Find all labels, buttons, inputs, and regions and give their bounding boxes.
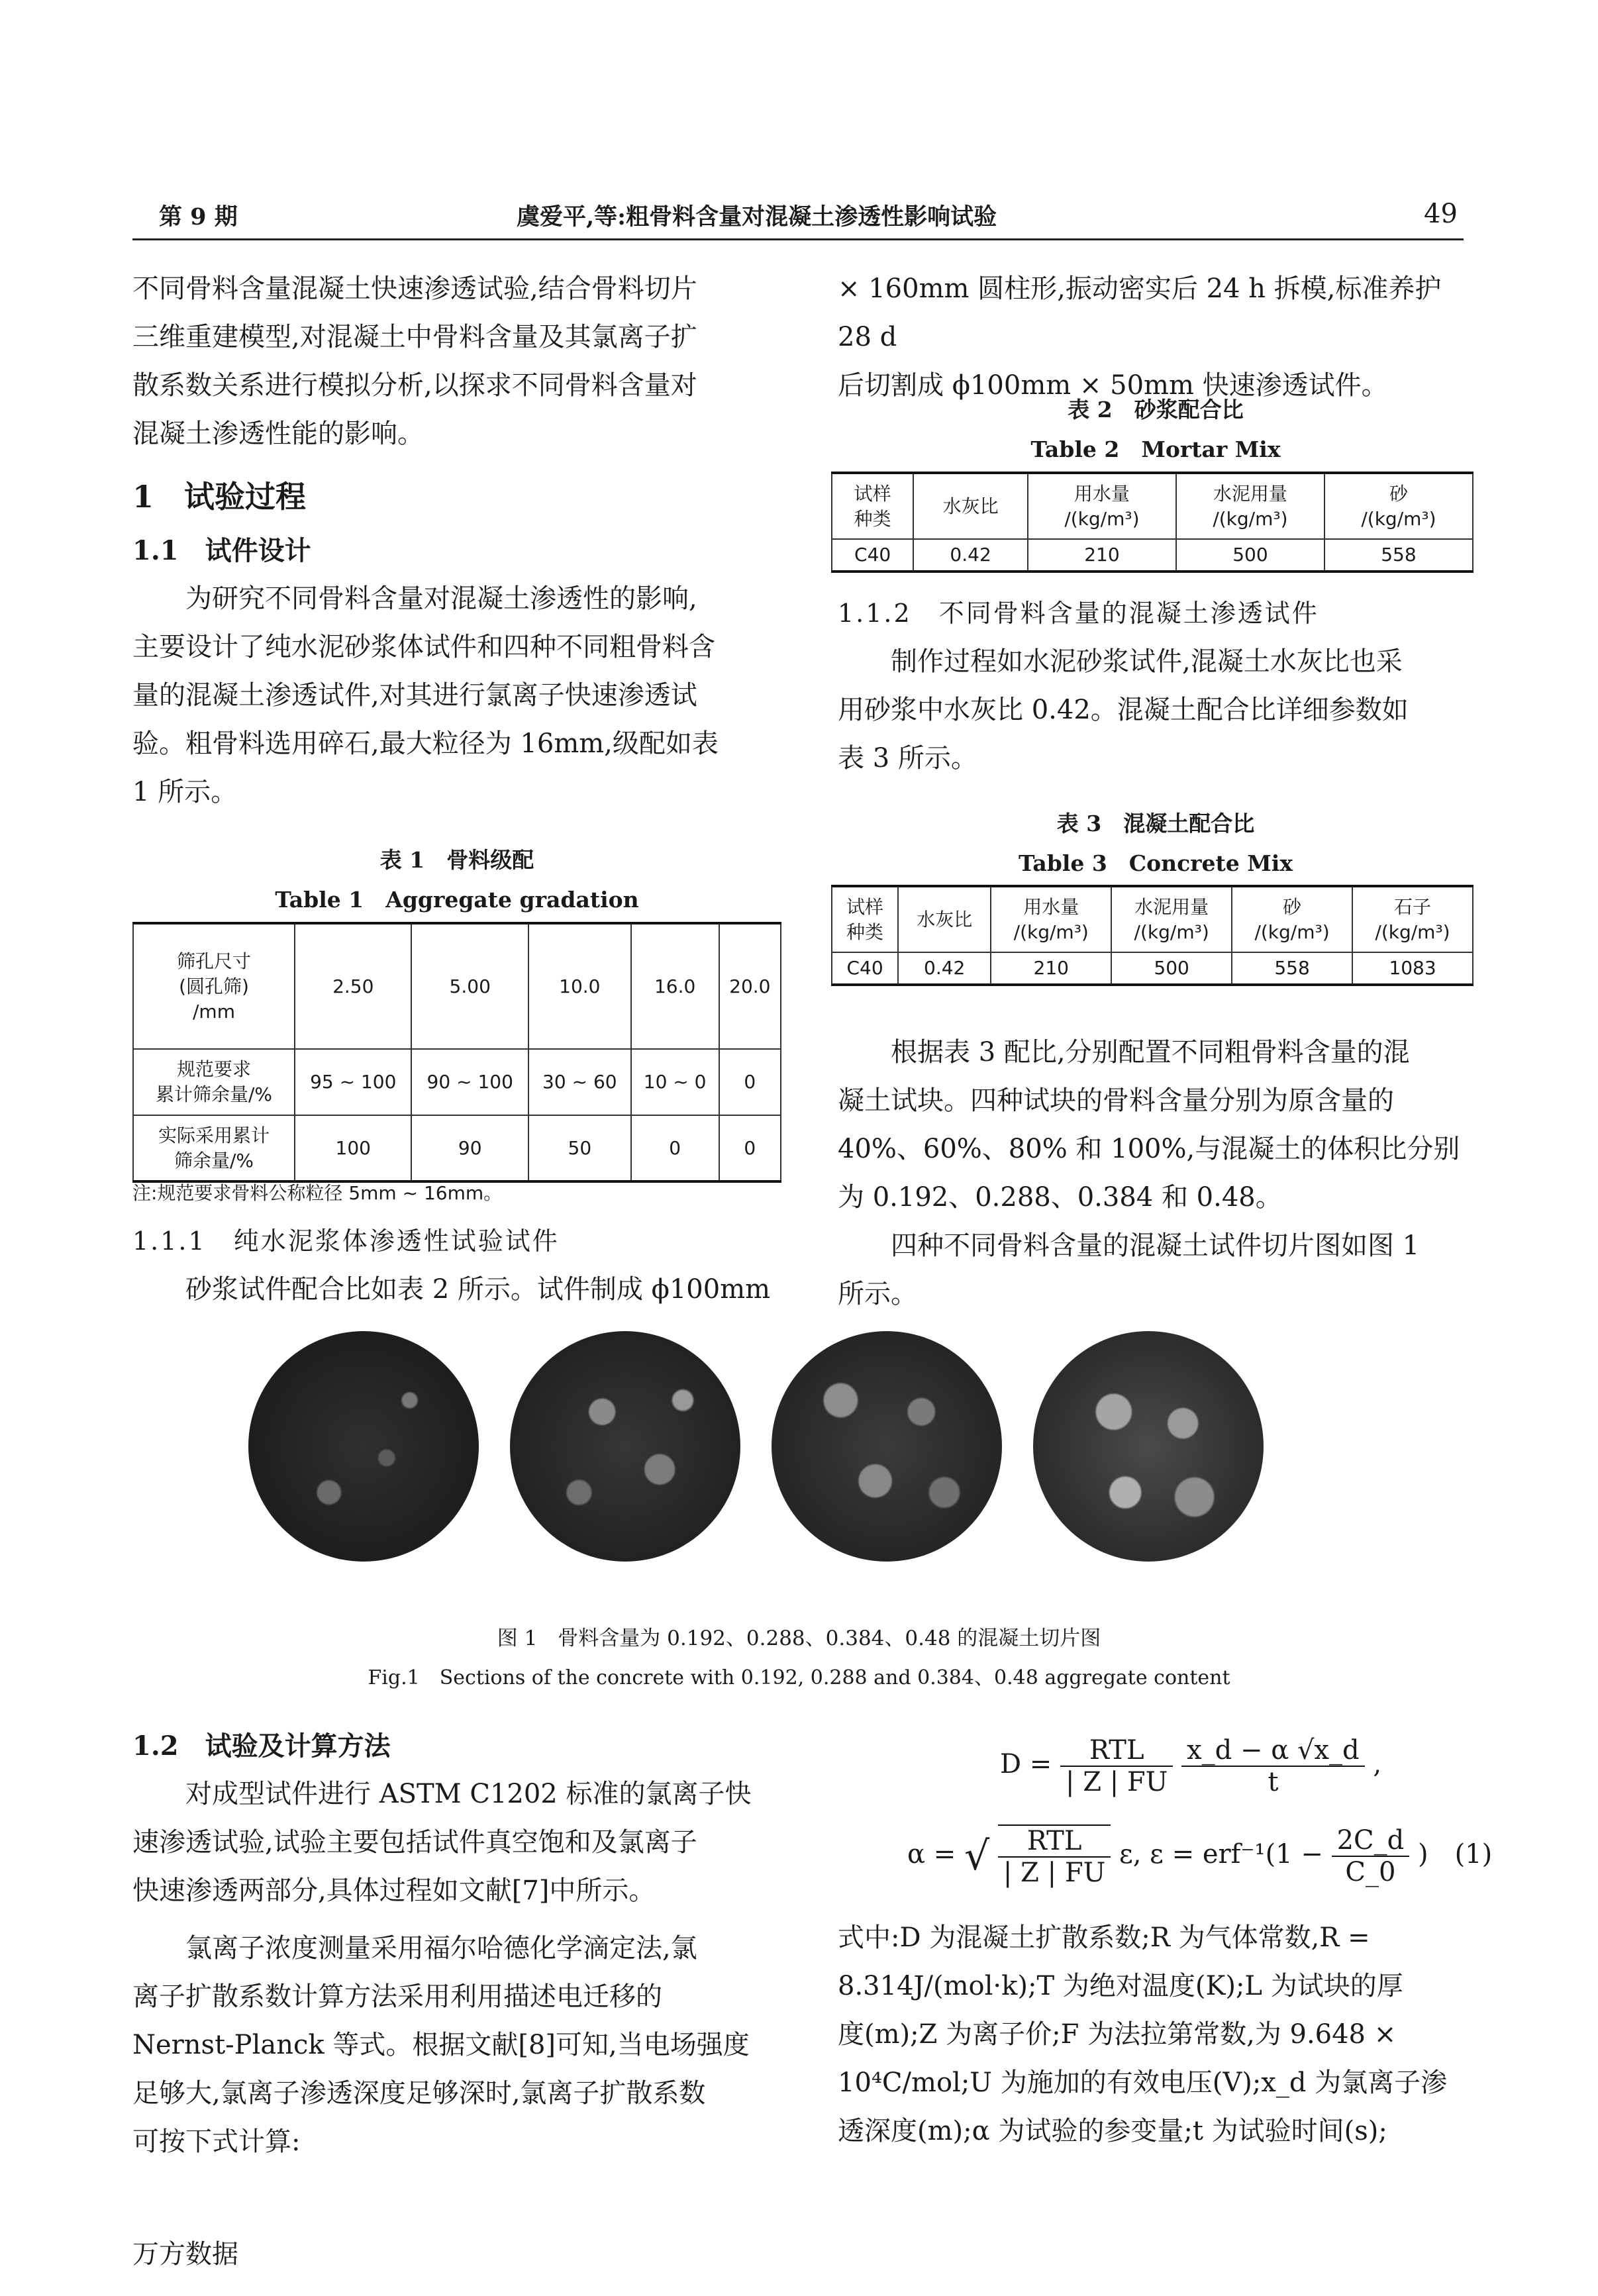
eq-denominator: t [1268,1767,1279,1797]
issue-number: 第 9 期 [159,203,238,230]
table-cell: 90 [411,1115,528,1181]
table-cell: 0 [631,1115,719,1181]
table-cell: 1083 [1352,952,1473,985]
paragraph-line: 式中:D 为混凝土扩散系数;R 为气体常数,R = [838,1922,1370,1953]
eq-fraction [1181,1735,1365,1797]
paragraph-line: 氯离子浓度测量采用福尔哈德化学滴定法,氯 [185,1933,697,1964]
table-cell: 558 [1324,539,1473,572]
table-cell: 500 [1176,539,1324,572]
table3-caption-cn: 表 3 混凝土配合比 [1056,811,1255,836]
paragraph-line: 主要设计了纯水泥砂浆体试件和四种不同粗骨料含 [132,632,715,662]
section-photo-0192 [248,1331,479,1562]
eq-denominator: | Z | FU [1003,1858,1106,1888]
table-cell: 210 [991,952,1111,985]
paragraph-line: Nernst-Planck 等式。根据文献[8]可知,当电场强度 [132,2030,750,2060]
right-column-bottom [838,1914,1473,2156]
table-cell: 10 ~ 0 [631,1049,719,1115]
section-photo-0384 [772,1331,1002,1562]
table-cell: 90 ~ 100 [411,1049,528,1115]
table2-caption-cn: 表 2 砂浆配合比 [1068,397,1244,423]
table1-note: 注:规范要求骨料公称粒径 5mm ~ 16mm。 [132,1182,503,1204]
table-header-cell: 水泥用量 /(kg/m³) [1176,473,1324,539]
figure1-caption-en: Fig.1 Sections of the concrete with 0.192, 0.288 and 0.384、0.48 aggregate content [368,1666,1230,1689]
table-cell: 实际采用累计 筛余量/% [133,1115,295,1181]
paragraph-line: 表 3 所示。 [838,743,977,774]
left-column-bottom [132,1722,781,2166]
paragraph-line: 用砂浆中水灰比 0.42。混凝土配合比详细参数如 [838,695,1409,725]
right-column [838,265,1473,410]
table-header-row [832,886,1473,952]
table-cell: C40 [832,539,913,572]
paragraph-line: 验。粗骨料选用碎石,最大粒径为 16mm,级配如表 [132,728,719,759]
eq-fraction [1060,1735,1173,1797]
table-header-cell: 砂 /(kg/m³) [1232,886,1352,952]
table-cell: 30 ~ 60 [528,1049,631,1115]
section-photo-0288 [510,1331,740,1562]
table-header-cell: 水泥用量 /(kg/m³) [1111,886,1232,952]
table-cell: 50 [528,1115,631,1181]
figure1-photos [248,1331,1361,1550]
table2-mortar-mix [831,472,1473,573]
table-header-cell: 石子 /(kg/m³) [1352,886,1473,952]
table-header-cell: 用水量 /(kg/m³) [991,886,1111,952]
table-header-cell: 用水量 /(kg/m³) [1028,473,1176,539]
paragraph-line: 速渗透试验,试验主要包括试件真空饱和及氯离子 [132,1827,697,1858]
paragraph-line: 40%、60%、80% 和 100%,与混凝土的体积比分别 [838,1134,1460,1164]
table-row [832,952,1473,985]
table-cell: 100 [295,1115,411,1181]
running-title: 虞爱平,等:粗骨料含量对混凝土渗透性影响试验 [517,203,997,230]
table-row [133,923,781,1049]
eq-fraction [1332,1825,1410,1887]
paragraph-line: 为研究不同骨料含量对混凝土渗透性的影响, [185,583,697,614]
paragraph-line: 1 所示。 [132,777,238,807]
table-cell: 5.00 [411,923,528,1049]
eq-numerator: RTL [998,1826,1111,1858]
table2-caption-en: Table 2 Mortar Mix [1030,436,1281,462]
table-cell: 500 [1111,952,1232,985]
table3-concrete-mix [831,885,1473,986]
table-header-cell: 水灰比 [913,473,1028,539]
table-cell: 规范要求 累计筛余量/% [133,1049,295,1115]
table-header-cell: 试样 种类 [832,886,898,952]
table-cell: 95 ~ 100 [295,1049,411,1115]
paragraph-line: 透深度(m);α 为试验的参变量;t 为试验时间(s); [838,2116,1387,2146]
table1-caption-cn: 表 1 骨料级配 [379,847,534,873]
table-cell: 0.42 [913,539,1028,572]
eq-numerator: RTL [1060,1735,1173,1767]
equation-alpha [907,1824,1492,1888]
paragraph-line: 根据表 3 配比,分别配置不同粗骨料含量的混 [891,1037,1410,1068]
table-cell: 0 [719,1115,781,1181]
paragraph-line: 凝土试块。四种试块的骨料含量分别为原含量的 [838,1085,1394,1116]
paragraph-line: 所示。 [838,1279,917,1309]
table-cell: 16.0 [631,923,719,1049]
intro-line: 散系数关系进行模拟分析,以探求不同骨料含量对 [132,370,697,401]
equation-D: D = $\frac{\text{RTL}}{| Z | FU}$ $\frac{x\_d - \alpha √x\_d}{t}$ , [1000,1735,1382,1797]
paragraph-line: 制作过程如水泥砂浆试件,混凝土水灰比也采 [891,646,1403,677]
sqrt-icon: √ [964,1833,990,1879]
paragraph-line: 8.314J/(mol·k);T 为绝对温度(K);L 为试块的厚 [838,1971,1403,2001]
section-photo-048 [1033,1331,1264,1562]
paragraph-line: 离子扩散系数计算方法采用利用描述电迁移的 [132,1981,662,2012]
eq-fraction [998,1824,1111,1888]
right-column-lower [838,1028,1473,1319]
eq-numerator: x_d − α √x_d [1181,1735,1365,1767]
paragraph-line: 度(m);Z 为离子价;F 为法拉第常数,为 9.648 × [838,2019,1397,2050]
table-cell: 20.0 [719,923,781,1049]
table-cell: C40 [832,952,898,985]
table-row [133,1049,781,1115]
paragraph-line: 10⁴C/mol;U 为施加的有效电压(V);x_d 为氯离子渗 [838,2068,1448,2098]
eq-denominator: C_0 [1345,1857,1396,1887]
section-heading: 1 试验过程 [132,479,307,515]
eq-lhs: D = [1000,1749,1052,1779]
table-cell: 0.42 [898,952,991,985]
table-header-row [832,473,1473,539]
paragraph-line: 快速渗透两部分,具体过程如文献[7]中所示。 [132,1875,656,1906]
subsubsection-heading: 1.1.1 纯水泥浆体渗透性试验试件 [132,1226,560,1256]
left-column-continued [132,1217,781,1314]
table-cell: 0 [719,1049,781,1115]
paragraph-line: 可按下式计算: [132,2126,301,2157]
paragraph-line: 后切割成 ϕ100mm × 50mm 快速渗透试件。 [838,370,1388,401]
eq-number: ) (1) [1417,1839,1493,1870]
header-rule [132,238,1464,240]
table-header-cell: 水灰比 [898,886,991,952]
table-header-cell: 砂 /(kg/m³) [1324,473,1473,539]
paragraph-line: 足够大,氯离子渗透深度足够深时,氯离子扩散系数 [132,2078,706,2109]
table-row [133,1115,781,1181]
intro-line: 三维重建模型,对混凝土中骨料含量及其氯离子扩 [132,322,697,352]
table-row [832,539,1473,572]
intro-line: 不同骨料含量混凝土快速渗透试验,结合骨料切片 [132,274,697,304]
table-cell: 10.0 [528,923,631,1049]
subsection-heading: 1.2 试验及计算方法 [132,1730,391,1762]
paragraph-line: × 160mm 圆柱形,振动密实后 24 h 拆模,标准养护 28 d [838,274,1442,352]
eq-denominator: | Z | FU [1066,1767,1168,1797]
footer-source: 万方数据 [132,2239,238,2270]
paragraph-line: 为 0.192、0.288、0.384 和 0.48。 [838,1182,1282,1213]
subsubsection-heading: 1.1.2 不同骨料含量的混凝土渗透试件 [838,599,1319,628]
paragraph-line: 量的混凝土渗透试件,对其进行氯离子快速渗透试 [132,680,697,711]
table-cell: 2.50 [295,923,411,1049]
subsection-heading: 1.1 试件设计 [132,535,311,566]
table-cell: 筛孔尺寸 (圆孔筛) /mm [133,923,295,1049]
eq-lhs: α = [907,1839,956,1870]
paragraph-line: 四种不同骨料含量的混凝土试件切片图如图 1 [891,1230,1420,1261]
table-cell: 210 [1028,539,1176,572]
intro-line: 混凝土渗透性能的影响。 [132,419,424,449]
table-cell: 558 [1232,952,1352,985]
page-number: 49 [1424,199,1458,229]
paragraph-line: 砂浆试件配合比如表 2 所示。试件制成 ϕ100mm [185,1274,771,1305]
paragraph-line: 对成型试件进行 ASTM C1202 标准的氯离子快 [185,1779,752,1809]
eq-numerator: 2C_d [1332,1825,1410,1857]
table-header-cell: 试样 种类 [832,473,913,539]
table3-caption-en: Table 3 Concrete Mix [1018,850,1293,876]
table1-aggregate-gradation [132,922,781,1183]
figure1-caption-cn: 图 1 骨料含量为 0.192、0.288、0.384、0.48 的混凝土切片图 [497,1626,1101,1650]
left-column [132,265,781,817]
right-column-mid [838,589,1473,783]
table1-caption-en: Table 1 Aggregate gradation [275,887,639,913]
eq-rest: ε, ε = erf⁻¹(1 − [1119,1839,1323,1870]
